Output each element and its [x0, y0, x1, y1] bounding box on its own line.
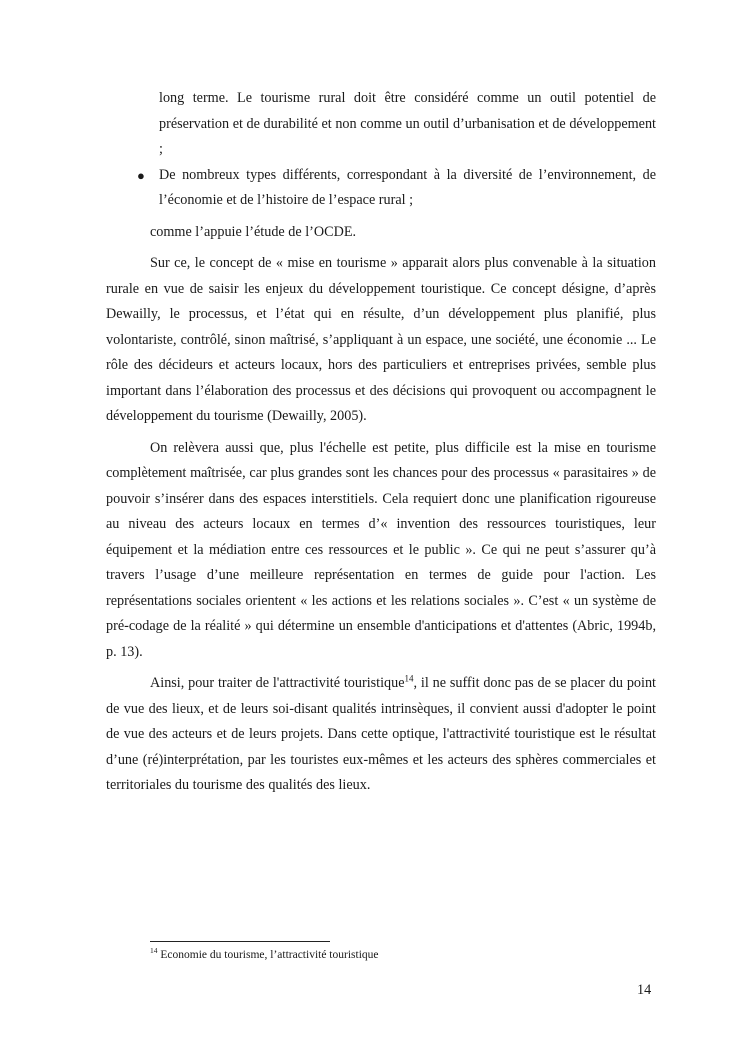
footnote-separator — [150, 941, 330, 942]
bullet-icon: ● — [137, 167, 145, 183]
bullet-list-item — [137, 163, 656, 214]
paragraph-attractivite — [106, 671, 656, 799]
list-conclusion: comme l’appuie l’étude de l’OCDE. — [150, 223, 357, 240]
footnote-text: Economie du tourisme, l’attractivité touristique — [157, 949, 379, 961]
body-text — [106, 86, 656, 799]
bullet-item-text: De nombreux types différents, correspondant à la diversité de l’environnement, de l’économie et de l’histoire de l’espace rural ; — [159, 166, 656, 208]
footnote-number: 14 — [150, 946, 158, 956]
paragraph-mise-en-tourisme: Sur ce, le concept de « mise en tourisme » apparait alors plus convenable à la situation rurale en vue de saisir les enjeux du développement touristique. Ce concept désigne, d’après Dewailly, le processus, et l’état qui en résulte, d’un développement plus planifié, plus volontariste, contrôlé, sinon maîtrisé, s’appliquant à un espace, une société, une économie ... Le rôle des décideurs et acteurs locaux, hors des particuliers et entreprises privées, semble plus important dans l’élaboration des processus et des décisions qui provoquent ou accompagnent le développement du tourisme (Dewailly, 2005). — [106, 255, 656, 424]
paragraph-echelle: On relèvera aussi que, plus l'échelle est petite, plus difficile est la mise en tourisme complètement maîtrisée, car plus grandes sont les chances pour des processus « parasitaires » de pouvoir s’insérer dans des espaces interstitiels. Cela requiert donc une planification rigoureuse au niveau des acteurs locaux en termes d’« invention des ressources touristiques, leur équipement et la médiation entre ces ressources et le public ». Ce qui ne peut s’assurer qu’à travers l’usage d’une meilleure représentation en termes de guide pour l'action. Les représentations sociales orientent « les actions et les relations sociales ». C’est « un système de pré-codage de la réalité » qui détermine un ensemble d'anticipations et d'attentes (Abric, 1994b, p. 13). — [106, 439, 656, 660]
paragraph-text-end: , il ne suffit donc pas de se placer du point de vue des lieux, et de leurs soi-disant qualités intrinsèques, il convient aussi d'adopter le point de vue des acteurs et de leurs projets. Dans cette optique, l'attractivité touristique est le résultat d’une (ré)interprétation, par les touristes eux-mêmes et les acteurs des sphères commerciales et territoriales du tourisme des qualités des lieux. — [106, 675, 656, 793]
list-item-continuation: long terme. Le tourisme rural doit être considéré comme un outil potentiel de préservation et de durabilité et non comme un outil d’urbanisation et de développement ; — [159, 90, 656, 157]
footnote-reference[interactable]: 14 — [404, 673, 414, 684]
page-number: 14 — [637, 982, 652, 998]
paragraph-text-start: Ainsi, pour traiter de l'attractivité touristique — [150, 675, 405, 691]
footnote — [150, 947, 379, 963]
